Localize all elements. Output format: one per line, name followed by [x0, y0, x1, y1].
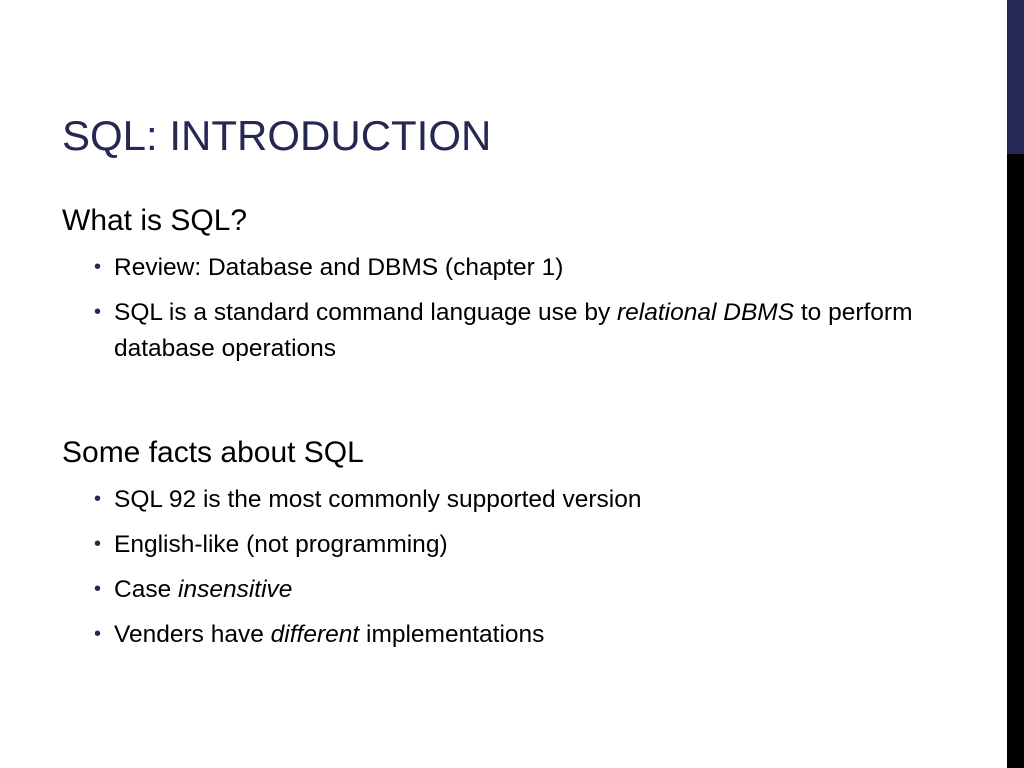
bullet-emphasis: insensitive [178, 576, 293, 603]
bullet-dot-icon: • [94, 256, 102, 278]
bullet-item [62, 482, 962, 518]
bullet-dot-icon: • [94, 488, 102, 510]
slide-title: SQL: INTRODUCTION [62, 112, 492, 159]
section-heading: What is SQL? [62, 204, 248, 237]
bullet-item [62, 572, 962, 608]
bullet-item [62, 617, 962, 653]
bullet-dot-icon: • [94, 301, 102, 323]
section-heading: Some facts about SQL [62, 436, 364, 469]
bullet-text: English-like (not programming) [114, 531, 448, 558]
section-what-is-sql [62, 200, 962, 376]
bullet-text: Review: Database and DBMS (chapter 1) [114, 254, 564, 281]
section-some-facts [62, 432, 962, 662]
bullet-text: SQL is a standard command language use by [114, 299, 618, 326]
bullet-emphasis: relational DBMS [617, 299, 795, 326]
side-accent-bar [1007, 0, 1024, 154]
side-bar [1007, 154, 1024, 768]
bullet-list [62, 482, 962, 653]
bullet-item [62, 527, 962, 563]
bullet-text: implementations [359, 621, 545, 648]
bullet-emphasis: different [270, 621, 360, 648]
bullet-dot-icon: • [94, 578, 102, 600]
bullet-text: Case [114, 576, 179, 603]
bullet-text: Venders have [114, 621, 271, 648]
bullet-dot-icon: • [94, 533, 102, 555]
bullet-list [62, 250, 962, 367]
bullet-item [62, 250, 962, 286]
bullet-dot-icon: • [94, 623, 102, 645]
bullet-item [62, 295, 962, 367]
bullet-text: SQL 92 is the most commonly supported version [114, 486, 642, 513]
bullet-text: to perform database operations [114, 299, 913, 362]
